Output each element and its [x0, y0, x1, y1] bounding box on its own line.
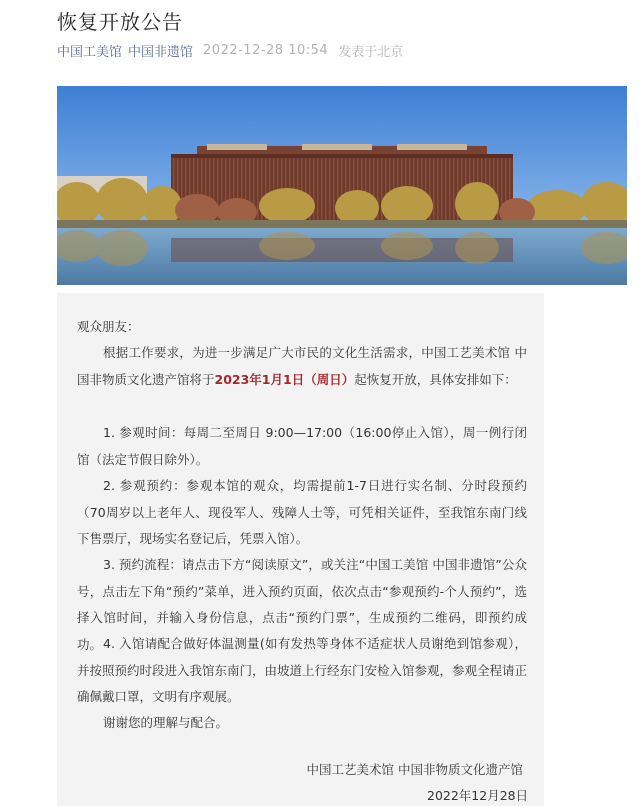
article-title: 恢复开放公告	[57, 10, 183, 34]
thanks-line: 谢谢您的理解与配合。	[103, 715, 229, 730]
intro-paragraph	[77, 340, 527, 393]
account-name-2[interactable]: 中国非遗馆	[128, 45, 194, 60]
item-reservation-process: 3. 预约流程：请点击下方“阅读原文”，或关注“中国工美馆 中国非遗馆”公众号，点击左下角“预约”菜单，进入预约页面，依次点击“参观预约-个人预约”，选择入馆时间，并输入身份信息，点击“预约门票”，生成预约二维码，即预约成功。	[77, 557, 527, 652]
museum-photo	[57, 86, 627, 285]
item-visiting-hours: 1. 参观时间：每周二至周日 9:00—17:00（16:00停止入馆），周一例行闭馆（法定节假日除外）。	[77, 425, 527, 467]
salutation: 观众朋友：	[77, 319, 140, 334]
item-reservation: 2. 参观预约：参观本馆的观众，均需提前1-7日进行实名制、分时段预约（70周岁以上老年人、现役军人、残障人士等，可凭相关证件，至我馆东南门线下售票厅，现场实名登记后，凭票入馆）。	[77, 478, 527, 546]
sign-date: 2022年12月28日	[427, 788, 529, 803]
article-meta	[57, 41, 403, 60]
publish-location: 发表于北京	[338, 45, 404, 60]
item-entry-rules: 4. 入馆请配合做好体温测量(如有发热等身体不适症状人员谢绝到馆参观），并按照预约时段进入我馆东南门，由坡道上行经东门安检入馆参观，参观全程请正确佩戴口罩，文明有序观展。	[77, 636, 528, 704]
account-name-1[interactable]: 中国工美馆	[57, 45, 123, 60]
reopen-date-highlight: 2023年1月1日（周日）	[214, 371, 355, 387]
notice-body	[57, 293, 544, 806]
intro-text: 根据工作要求，为进一步满足广大市民的文化生活需求，中国工艺美术馆 中国非物质文化遗产馆将于	[77, 345, 527, 387]
intro-text-end: 起恢复开放，具体安排如下：	[354, 371, 517, 387]
publish-date: 2022-12-28 10:54	[203, 43, 329, 58]
signature: 中国工艺美术馆 中国非物质文化遗产馆	[306, 762, 523, 777]
